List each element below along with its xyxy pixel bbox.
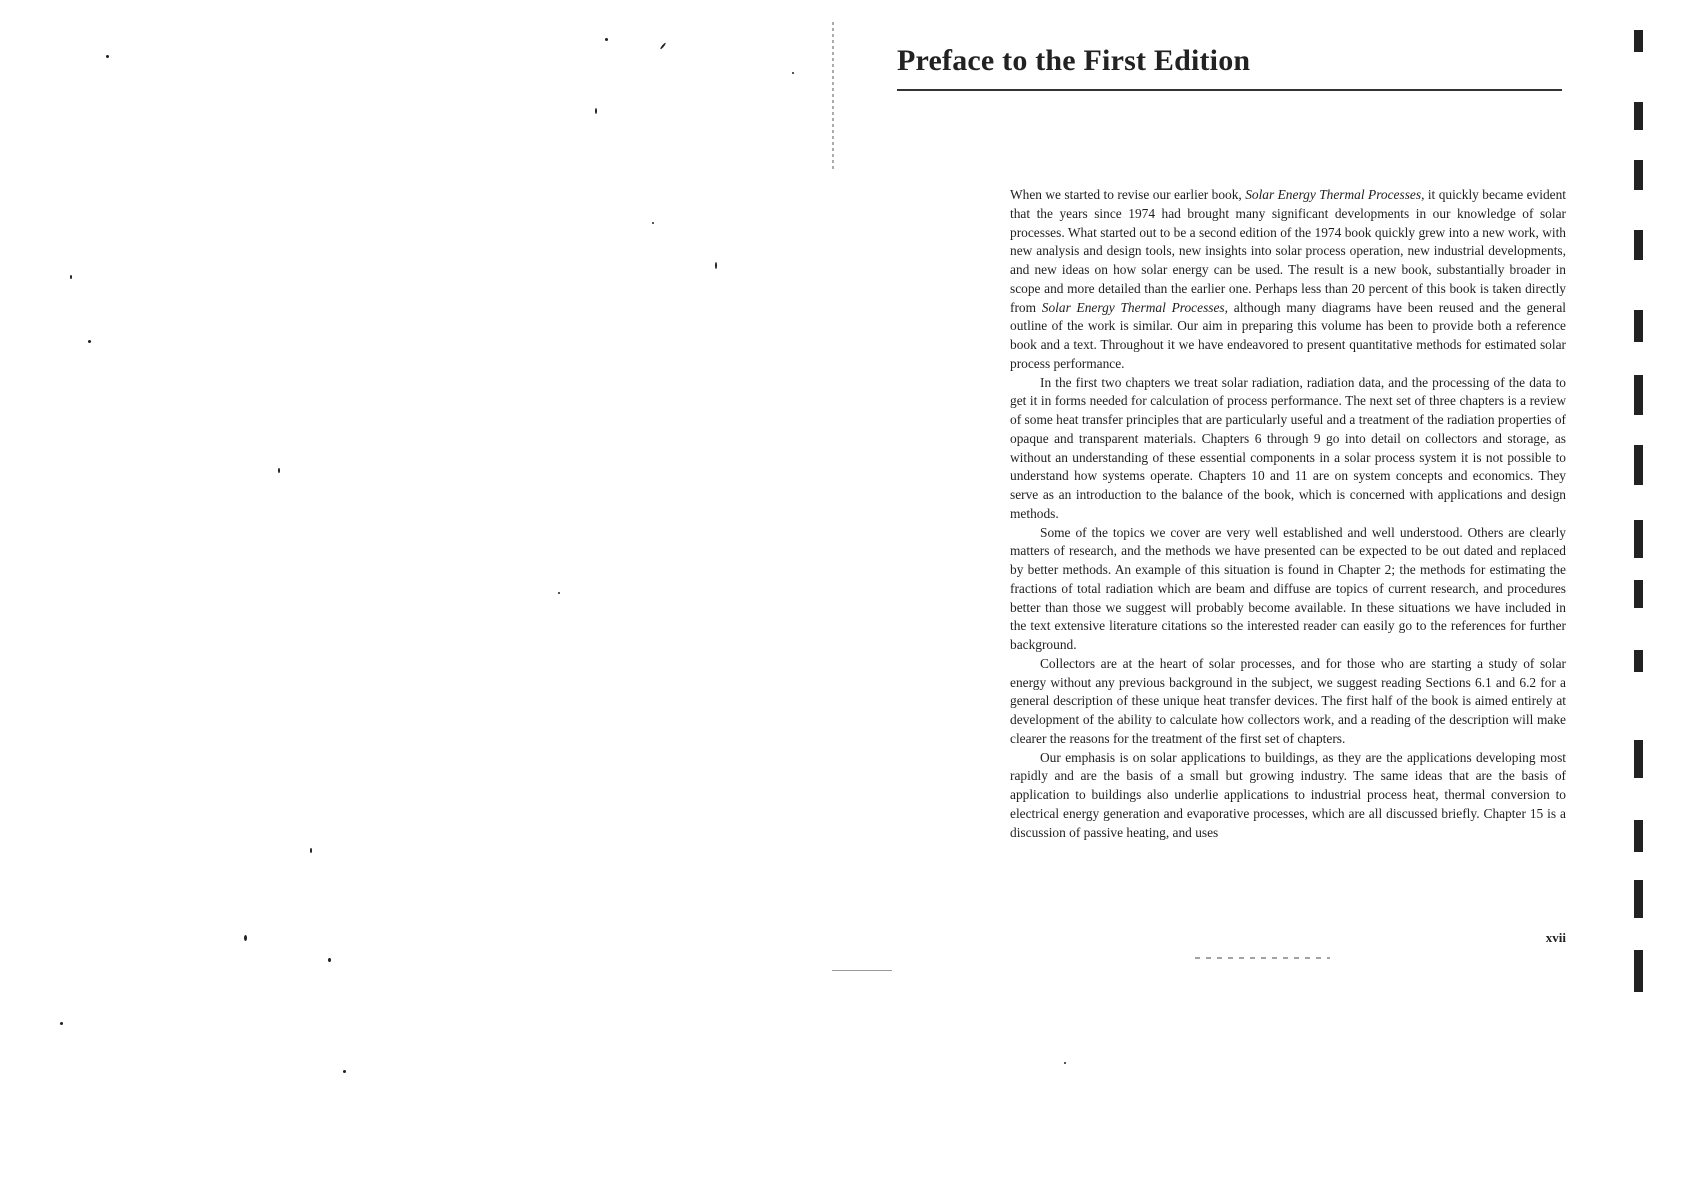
page-number: xvii [1545,930,1566,945]
scan-speck [1064,1062,1066,1064]
body-paragraph [1010,655,1566,749]
scan-speck [310,848,312,853]
scan-speck [70,275,72,279]
scan-speck [792,72,794,74]
paragraph-text: In the first two chapters we treat solar radiation, radiation data, and the processing of the data to get it in forms needed for calculation of process performance. The next set of three chapters is a review of some heat transfer principles that are particularly useful and a treatment of the radiation properties of opaque and transparent materials. Chapters 6 through 9 go into detail on collectors and storage, as without an understanding of these essential components in a solar process system it is not possible to understand how systems operate. Chapters 10 and 11 are on system concepts and economics. They serve as an introduction to the balance of the book, which is concerned with applications and design methods. [1010,374,1566,521]
body-paragraph [1010,749,1566,843]
binding-gutter [832,22,834,172]
body-paragraph [1010,186,1566,374]
scan-edge-strip [1632,20,1646,1020]
body-paragraph [1010,524,1566,655]
scan-speck [595,108,597,114]
scan-speck [605,38,608,41]
scan-speck [715,262,717,269]
scan-speck [328,958,331,962]
scan-speck [343,1070,346,1073]
paragraph-text: Collectors are at the heart of solar processes, and for those who are starting a study of solar energy without any previous background in the subject, we suggest reading Sections 6.1 and 6.2 for a general description of these unique heat transfer devices. The first half of the book is aimed entirely at development of the ability to calculate how collectors work, and a reading of the description will make clearer the reasons for the treatment of the first set of chapters. [1010,655,1566,746]
scan-speck [660,42,667,49]
paragraph-text: Some of the topics we cover are very well established and well understood. Others are clearly matters of research, and the methods we have presented can be expected to be out dated and replaced by better methods. An example of this situation is found in Chapter 2; the methods for estimating the fractions of total radiation which are beam and diffuse are topics of current research, and procedures better than those we suggest will probably become available. In these situations we have included in the text extensive literature citations so the interested reader can easily go to the references for further background. [1010,524,1566,652]
paragraph-text: although many diagrams have been reused and the general outline of the work is similar. Our aim in preparing this volume has been to provide both a reference book and a text. Throughout it we have endeavored to present quantitative methods for estimated solar process performance. [1010,299,1566,371]
footer-smudge [1195,957,1330,959]
book-title-italic: Solar Energy Thermal Processes, [1041,299,1228,315]
page-title: Preface to the First Edition [897,44,1251,77]
paragraph-text: When we started to revise our earlier book, [1010,187,1246,202]
scan-speck [88,340,91,343]
paragraph-text: it quickly became evident that the years since 1974 had brought many significant developments in our knowledge of solar processes. What started out to be a second edition of the 1974 book quickly grew into a new work, with new analysis and design tools, new insights into solar process operation, new industrial developments, and new ideas on how solar energy can be used. The result is a new book, substantially broader in scope and more detailed than the earlier one. Perhaps less than 20 percent of this book is taken directly from [1010,187,1566,315]
binding-mark [832,960,892,971]
title-rule [897,89,1562,91]
scan-speck [244,935,247,941]
scan-speck [652,222,654,224]
preface-body [1010,186,1566,842]
scan-speck [106,55,109,58]
paragraph-text: Our emphasis is on solar applications to buildings, as they are the applications developing most rapidly and are the basis of a small but growing industry. The same ideas that are the basis of application to buildings also underlie applications to industrial process heat, thermal conversion to electrical energy generation and evaporative processes, which are all discussed briefly. Chapter 15 is a discussion of passive heating, and uses [1010,749,1566,840]
scan-speck [278,468,280,473]
scan-speck [558,592,560,594]
book-title-italic: Solar Energy Thermal Processes, [1245,187,1425,202]
scan-speck [60,1022,63,1025]
body-paragraph [1010,374,1566,524]
